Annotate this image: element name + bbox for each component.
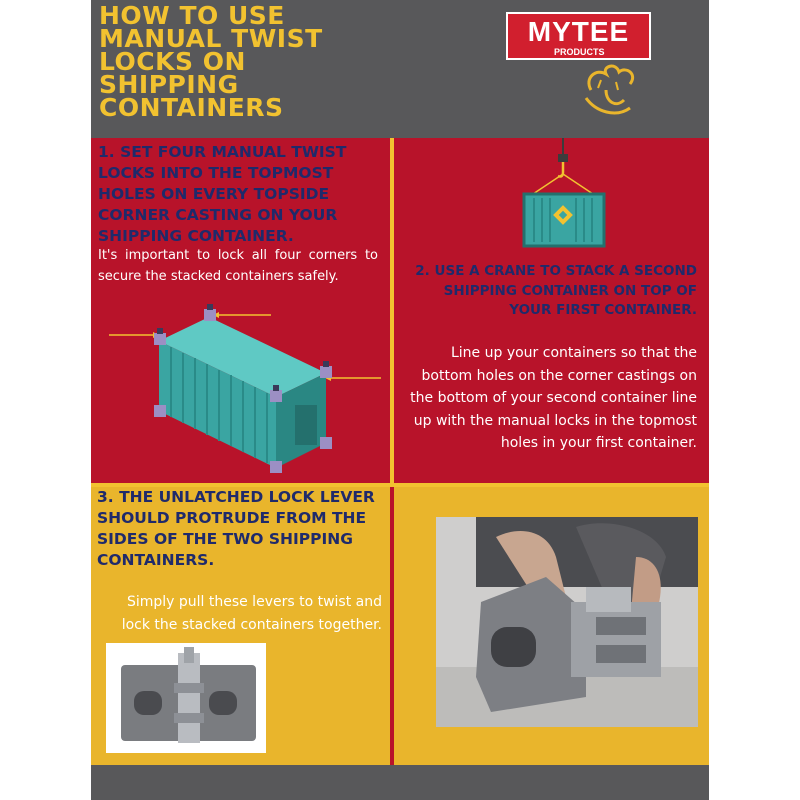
step-1-body: It's important to lock all four corners to secure the stacked containers safely. xyxy=(98,248,378,284)
shipping-container-illustration xyxy=(91,293,390,483)
step-2-body: Line up your containers so that the bottom holes on the corner castings on the bottom of your second container line up with the manual locks in the topmost holes in your first container. xyxy=(410,345,697,451)
step-2-panel xyxy=(394,138,709,483)
hands-twist-lock-photo xyxy=(436,517,698,727)
twist-lock-icon xyxy=(106,643,266,753)
vertical-divider-top xyxy=(390,138,394,483)
photo-scene-icon xyxy=(436,517,698,727)
page-title: HOW TO USE MANUAL TWIST LOCKS ON SHIPPING CONTAINERS xyxy=(99,1,323,122)
arrow-icon xyxy=(325,375,381,381)
step-3-body: Simply pull these levers to twist and lock the stacked containers together. xyxy=(121,594,382,633)
logo-badge xyxy=(506,12,651,60)
crane-container-icon xyxy=(506,138,616,253)
arrow-icon xyxy=(109,332,159,338)
step-1-panel xyxy=(91,138,390,483)
step-2-heading: 2. USE A CRANE TO STACK A SECOND SHIPPING CONTAINER ON TOP OF YOUR FIRST CONTAINER. xyxy=(415,263,697,318)
mytee-logo xyxy=(506,12,651,122)
infographic-poster xyxy=(91,0,709,800)
strongman-icon xyxy=(506,60,651,122)
step-3-heading: 3. THE UNLATCHED LOCK LEVER SHOULD PROTRUDE FROM THE SIDES OF THE TWO SHIPPING CONTAINERS. xyxy=(97,488,375,569)
step-1-heading: 1. SET FOUR MANUAL TWIST LOCKS INTO THE TOPMOST HOLES ON EVERY TOPSIDE CORNER CASTING ON YOUR SHIPPING CONTAINER. xyxy=(98,143,347,245)
logo-brand: MYTEE xyxy=(527,16,630,47)
footer-band xyxy=(91,765,709,800)
horizontal-divider xyxy=(91,483,709,487)
step-3-photo-panel xyxy=(394,487,709,765)
logo-sub: PRODUCTS xyxy=(554,47,605,57)
arrow-icon xyxy=(213,312,271,318)
step-3-panel xyxy=(91,487,390,765)
vertical-divider-bottom xyxy=(390,487,394,765)
twist-lock-photo xyxy=(106,643,266,753)
